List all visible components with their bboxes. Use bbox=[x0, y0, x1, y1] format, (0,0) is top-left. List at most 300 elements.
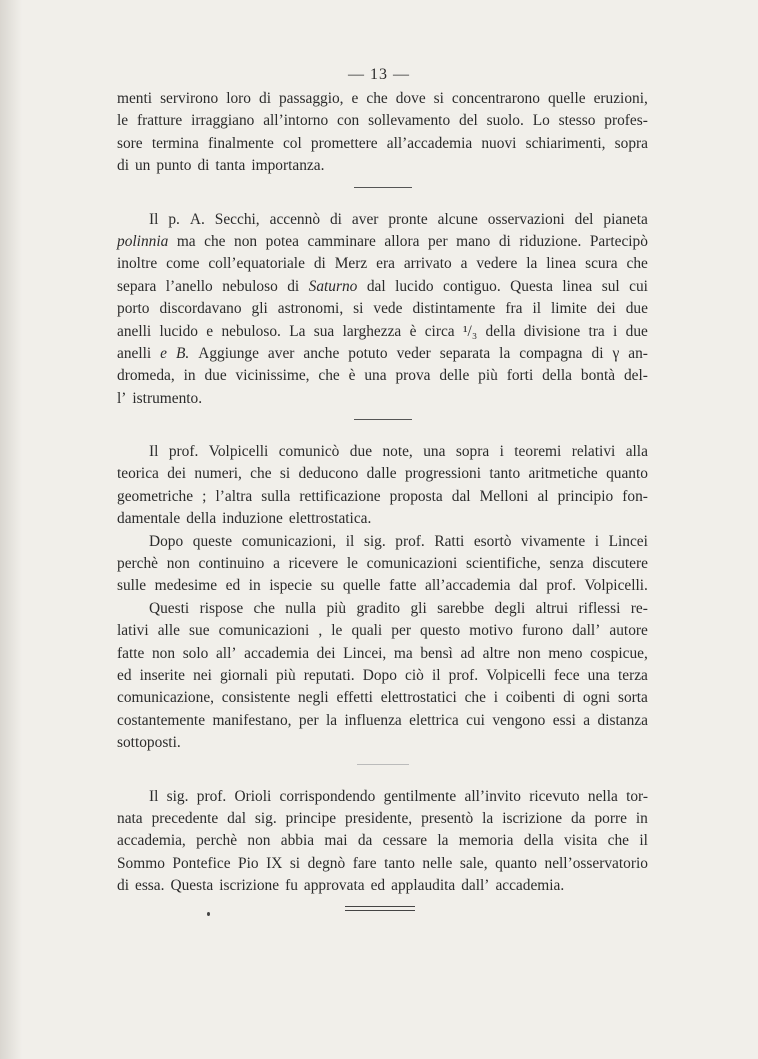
word: dalle bbox=[366, 465, 397, 483]
word: due bbox=[349, 443, 373, 461]
word: nella bbox=[587, 787, 618, 805]
word: limite bbox=[550, 300, 587, 318]
word: inserite bbox=[139, 666, 185, 684]
word: loro bbox=[226, 90, 251, 107]
word: larghezza bbox=[342, 322, 402, 340]
text-line bbox=[117, 133, 648, 155]
word: eruzioni, bbox=[593, 90, 648, 107]
word: B. bbox=[176, 344, 190, 362]
word: di bbox=[287, 277, 300, 295]
word: presentò bbox=[421, 809, 474, 827]
word: dall’ bbox=[461, 877, 490, 895]
word: Il bbox=[149, 443, 159, 461]
word: altrui bbox=[535, 599, 569, 617]
word: sulle bbox=[117, 577, 147, 595]
word: γ bbox=[612, 344, 620, 362]
word: istrumento. bbox=[132, 389, 203, 407]
word: distintamente bbox=[412, 300, 496, 318]
word: concentrarono bbox=[451, 90, 540, 107]
word: come bbox=[166, 255, 200, 273]
word: quelle bbox=[342, 577, 381, 595]
word: su bbox=[320, 577, 335, 595]
word: due bbox=[204, 367, 227, 385]
word: pianeta bbox=[603, 210, 648, 228]
word: fare bbox=[352, 854, 377, 872]
word: note, bbox=[382, 443, 413, 461]
word: comunicazioni bbox=[366, 555, 458, 573]
word: all’intorno bbox=[263, 112, 329, 130]
word: terza bbox=[617, 666, 648, 684]
word: negli bbox=[297, 689, 329, 707]
paragraph bbox=[117, 88, 648, 178]
word: separata bbox=[439, 344, 491, 362]
word: che bbox=[626, 255, 648, 273]
word: a bbox=[583, 711, 591, 729]
word: si bbox=[289, 854, 301, 872]
word: cessare bbox=[382, 832, 428, 850]
word: dove bbox=[395, 90, 426, 107]
word: elettrostatica. bbox=[288, 510, 372, 528]
word: Ratti bbox=[434, 532, 465, 550]
word: dall’ bbox=[572, 622, 601, 640]
word: comunicazioni bbox=[218, 622, 310, 640]
word: Partecipò bbox=[589, 232, 648, 250]
text-line bbox=[117, 875, 648, 897]
word: sorta bbox=[617, 689, 648, 707]
word: due bbox=[625, 322, 648, 340]
word: sopra bbox=[455, 443, 490, 461]
word: una bbox=[364, 367, 387, 385]
word: profes- bbox=[604, 112, 648, 130]
word: iscrizione bbox=[502, 809, 563, 827]
word: che bbox=[464, 689, 486, 707]
text-line bbox=[117, 553, 648, 575]
word: influenza bbox=[344, 711, 402, 729]
word: porto bbox=[117, 300, 150, 318]
word: i bbox=[613, 322, 618, 340]
word: cui bbox=[629, 277, 648, 295]
word: della bbox=[523, 832, 554, 850]
word: pronte bbox=[388, 210, 428, 228]
text-line bbox=[117, 687, 648, 709]
word: camminare bbox=[307, 232, 376, 250]
word: quanto bbox=[495, 854, 537, 872]
text-line bbox=[117, 486, 648, 508]
word: Orioli bbox=[234, 787, 272, 805]
word: nebuloso. bbox=[221, 322, 281, 340]
word: al bbox=[537, 487, 549, 505]
word: nell’osservatorio bbox=[544, 854, 648, 872]
word: divisione bbox=[523, 322, 581, 340]
word: Il bbox=[149, 210, 159, 228]
word: mano bbox=[456, 232, 491, 250]
word: di bbox=[591, 344, 604, 362]
word: dal bbox=[519, 577, 538, 595]
word: discutere bbox=[592, 555, 648, 573]
word: dei bbox=[316, 644, 336, 662]
word: prova bbox=[395, 367, 431, 385]
word: in bbox=[248, 577, 261, 595]
body-text bbox=[117, 88, 648, 914]
word: cospicue, bbox=[590, 644, 648, 662]
word: e bbox=[351, 90, 359, 107]
word: sore bbox=[117, 134, 143, 152]
word: fratture bbox=[136, 112, 183, 130]
word: teoremi bbox=[514, 443, 562, 461]
word: bontà bbox=[580, 367, 616, 385]
word: consistente bbox=[221, 689, 291, 707]
word: vede bbox=[373, 300, 403, 318]
text-line bbox=[117, 231, 648, 253]
word: di bbox=[117, 877, 129, 895]
word: manifestano, bbox=[212, 711, 292, 729]
word: suolo. bbox=[486, 112, 524, 130]
word: ed bbox=[370, 877, 386, 895]
word: del bbox=[459, 112, 478, 130]
word: damentale bbox=[117, 510, 181, 528]
text-line bbox=[117, 710, 648, 732]
text-line bbox=[117, 598, 648, 620]
word: promettere bbox=[310, 134, 378, 152]
word: essa. bbox=[134, 877, 165, 895]
section-divider bbox=[354, 419, 412, 420]
word: bensì bbox=[420, 644, 453, 662]
word: sua bbox=[313, 322, 335, 340]
word: di bbox=[259, 90, 271, 107]
end-double-rule bbox=[345, 906, 415, 911]
word: del- bbox=[623, 367, 648, 385]
word: nulla bbox=[285, 599, 317, 617]
word: punto bbox=[156, 157, 192, 175]
word: accennò bbox=[269, 210, 321, 228]
word: alla bbox=[625, 443, 648, 461]
word: aver bbox=[351, 210, 379, 228]
word: deducono bbox=[298, 465, 359, 483]
word: prof. bbox=[168, 443, 199, 461]
word: Lo bbox=[532, 112, 550, 130]
word: distanza bbox=[597, 711, 648, 729]
word: aver bbox=[267, 344, 295, 362]
word: sottoposti. bbox=[117, 734, 181, 752]
word: dal bbox=[451, 487, 471, 505]
word: Volpicelli bbox=[486, 666, 546, 684]
word: del bbox=[574, 210, 594, 228]
word: Pontefice bbox=[172, 854, 231, 872]
text-line bbox=[117, 732, 648, 754]
word: linea bbox=[562, 277, 593, 295]
word: rispose bbox=[199, 599, 244, 617]
word: ispecie bbox=[269, 577, 313, 595]
word: accademia, bbox=[117, 832, 186, 850]
word: dal bbox=[366, 277, 386, 295]
word: i bbox=[493, 689, 498, 707]
word: stesso bbox=[558, 112, 596, 130]
word: due bbox=[625, 300, 648, 318]
word: continuino bbox=[198, 555, 265, 573]
word: anelli bbox=[117, 322, 152, 340]
word: più bbox=[326, 599, 347, 617]
word: di bbox=[197, 157, 210, 175]
word: di bbox=[563, 689, 576, 707]
word: Questa bbox=[170, 877, 214, 895]
word: memoria bbox=[458, 832, 514, 850]
word: ricevuto bbox=[529, 787, 580, 805]
word: i bbox=[594, 532, 600, 550]
word: il bbox=[345, 532, 355, 550]
word: si bbox=[279, 465, 291, 483]
word: discordavano bbox=[159, 300, 242, 318]
word: coll’equatoriale bbox=[208, 255, 305, 273]
word: all’ bbox=[215, 644, 237, 662]
word: degli bbox=[494, 599, 526, 617]
word: effetti bbox=[336, 689, 373, 707]
word: alcune bbox=[437, 210, 478, 228]
word: principe bbox=[285, 809, 337, 827]
word: tra bbox=[588, 322, 605, 340]
word: da bbox=[357, 832, 373, 850]
word: sopra bbox=[614, 134, 648, 152]
text-line bbox=[117, 88, 648, 110]
word: Dopo bbox=[149, 532, 184, 550]
word: quelle bbox=[547, 90, 586, 107]
word: p. bbox=[168, 210, 180, 228]
word: presidente, bbox=[345, 809, 413, 827]
word: una bbox=[587, 666, 610, 684]
word: e bbox=[206, 322, 214, 340]
word: questo bbox=[420, 622, 461, 640]
word: le bbox=[346, 555, 358, 573]
word: per bbox=[298, 711, 319, 729]
word: circa bbox=[424, 322, 455, 340]
word: dei bbox=[596, 300, 616, 318]
word: tor- bbox=[626, 787, 648, 805]
word: tanto bbox=[384, 854, 415, 872]
word: nebuloso bbox=[222, 277, 278, 295]
word: polinnia bbox=[117, 232, 169, 250]
word: non bbox=[166, 555, 190, 573]
word: sue bbox=[189, 622, 210, 640]
word: più bbox=[275, 666, 296, 684]
word: separa bbox=[117, 277, 157, 295]
word: a bbox=[460, 255, 468, 273]
word: tanta bbox=[215, 157, 246, 175]
paragraph bbox=[117, 786, 648, 898]
word: fu bbox=[285, 877, 298, 895]
word: astronomi, bbox=[277, 300, 344, 318]
word: essi bbox=[552, 711, 576, 729]
word: riflessi bbox=[578, 599, 621, 617]
word: non bbox=[234, 232, 258, 250]
text-line bbox=[117, 365, 648, 387]
word: furono bbox=[521, 622, 564, 640]
word: ed bbox=[117, 666, 132, 684]
word: la bbox=[526, 255, 538, 273]
word: l’ bbox=[117, 389, 127, 407]
word: ciò bbox=[405, 666, 424, 684]
word: nuovi bbox=[481, 134, 517, 152]
word: fece bbox=[553, 666, 580, 684]
word: Pio bbox=[238, 854, 259, 872]
word: che bbox=[366, 90, 388, 107]
word: Aggiunge bbox=[198, 344, 259, 362]
word: la bbox=[482, 809, 494, 827]
text-line bbox=[117, 786, 648, 808]
word: le bbox=[117, 112, 129, 130]
word: sul bbox=[601, 277, 620, 295]
word: non bbox=[247, 832, 271, 850]
word: all’invito bbox=[464, 787, 521, 805]
word: si bbox=[353, 300, 364, 318]
word: sulla bbox=[261, 487, 291, 505]
word: prof. bbox=[546, 577, 576, 595]
word: che bbox=[318, 367, 340, 385]
word: era bbox=[376, 255, 395, 273]
word: Lincei bbox=[608, 532, 648, 550]
word: passaggio, bbox=[278, 90, 344, 107]
word: Secchi, bbox=[214, 210, 260, 228]
word: di bbox=[498, 232, 511, 250]
word: tanto bbox=[489, 465, 521, 483]
word: di bbox=[313, 255, 326, 273]
word: nei bbox=[193, 666, 212, 684]
word: aritmetiche bbox=[528, 465, 598, 483]
word: Dopo bbox=[362, 666, 397, 684]
text-line bbox=[117, 110, 648, 132]
word: comunicò bbox=[278, 443, 340, 461]
word: finalmente bbox=[207, 134, 274, 152]
text-line bbox=[117, 321, 648, 343]
word: il bbox=[532, 300, 541, 318]
word: vedere bbox=[476, 255, 518, 273]
word: ad bbox=[460, 644, 475, 662]
word: prof. bbox=[395, 532, 425, 550]
word: si bbox=[433, 90, 444, 107]
word: vivamente bbox=[521, 532, 586, 550]
word: Sommo bbox=[117, 854, 165, 872]
text-line bbox=[117, 298, 648, 320]
word: Lincei, bbox=[343, 644, 387, 662]
word: importanza. bbox=[251, 157, 325, 175]
word: il bbox=[431, 666, 441, 684]
word: solo bbox=[182, 644, 209, 662]
word: La bbox=[289, 322, 306, 340]
word: quali bbox=[351, 622, 383, 640]
word: applaudita bbox=[391, 877, 456, 895]
word: ogni bbox=[582, 689, 611, 707]
word: l’altra bbox=[215, 487, 253, 505]
word: servirono bbox=[160, 90, 219, 107]
word: reputati. bbox=[303, 666, 355, 684]
word: nelle bbox=[422, 854, 453, 872]
word: approvata bbox=[303, 877, 365, 895]
word: senza bbox=[549, 555, 584, 573]
word: perchè bbox=[117, 555, 159, 573]
word: fatte bbox=[389, 577, 417, 595]
word: gentilmente bbox=[383, 787, 457, 805]
word: la bbox=[499, 344, 511, 362]
word: i bbox=[499, 443, 504, 461]
word: lativi bbox=[117, 622, 149, 640]
text-line bbox=[117, 575, 648, 597]
word: e bbox=[160, 344, 168, 362]
text-line bbox=[117, 830, 648, 852]
word: vengono bbox=[492, 711, 546, 729]
word: Saturno bbox=[308, 277, 358, 295]
word: la bbox=[325, 711, 338, 729]
text-line bbox=[117, 853, 648, 875]
word: an- bbox=[628, 344, 648, 362]
word: Volpicelli bbox=[208, 443, 269, 461]
word: arrivato bbox=[403, 255, 452, 273]
word: ; bbox=[202, 487, 207, 505]
word: anche bbox=[303, 344, 340, 362]
text-line bbox=[117, 808, 648, 830]
word: Volpicelli. bbox=[584, 577, 648, 595]
word: proposta bbox=[389, 487, 443, 505]
word: Merz bbox=[334, 255, 368, 273]
word: esortò bbox=[473, 532, 512, 550]
text-line bbox=[117, 463, 648, 485]
word: l’anello bbox=[165, 277, 213, 295]
word: queste bbox=[192, 532, 233, 550]
word: re- bbox=[630, 599, 648, 617]
word: più bbox=[478, 367, 498, 385]
word: della bbox=[485, 322, 516, 340]
word: corrispondendo bbox=[279, 787, 376, 805]
word: sig. bbox=[166, 787, 189, 805]
word: che bbox=[607, 832, 630, 850]
word: che bbox=[253, 599, 275, 617]
word: autore bbox=[609, 622, 648, 640]
word: mai bbox=[324, 832, 348, 850]
word: quanto bbox=[606, 465, 648, 483]
word: Melloni bbox=[479, 487, 529, 505]
word: cui bbox=[466, 711, 485, 729]
word: lucido bbox=[395, 277, 434, 295]
word: alle bbox=[157, 622, 180, 640]
word: fra bbox=[505, 300, 523, 318]
word: dei bbox=[167, 465, 187, 483]
word: ricevere bbox=[288, 555, 339, 573]
word: con bbox=[337, 112, 360, 130]
word: menti bbox=[117, 90, 153, 107]
word: all’accademia bbox=[386, 134, 473, 152]
word: gli bbox=[410, 599, 427, 617]
word: veder bbox=[396, 344, 431, 362]
word: che bbox=[204, 232, 226, 250]
text-line bbox=[117, 343, 648, 365]
word: che bbox=[250, 465, 272, 483]
word: forti bbox=[506, 367, 534, 385]
word: gradito bbox=[356, 599, 401, 617]
word: da bbox=[570, 809, 586, 827]
text-line bbox=[117, 441, 648, 463]
word: vicinissime, bbox=[235, 367, 310, 385]
word: Questa bbox=[510, 277, 553, 295]
word: non bbox=[517, 644, 541, 662]
word: allora bbox=[384, 232, 420, 250]
word: della bbox=[186, 510, 217, 528]
word: le bbox=[331, 622, 343, 640]
word: compagna bbox=[519, 344, 583, 362]
word: prof. bbox=[448, 666, 479, 684]
word: costantemente bbox=[117, 711, 206, 729]
word: altre bbox=[482, 644, 510, 662]
section-divider bbox=[357, 764, 409, 765]
word: ed bbox=[225, 577, 241, 595]
word: dromeda, bbox=[117, 367, 175, 385]
word: induzione bbox=[222, 510, 283, 528]
